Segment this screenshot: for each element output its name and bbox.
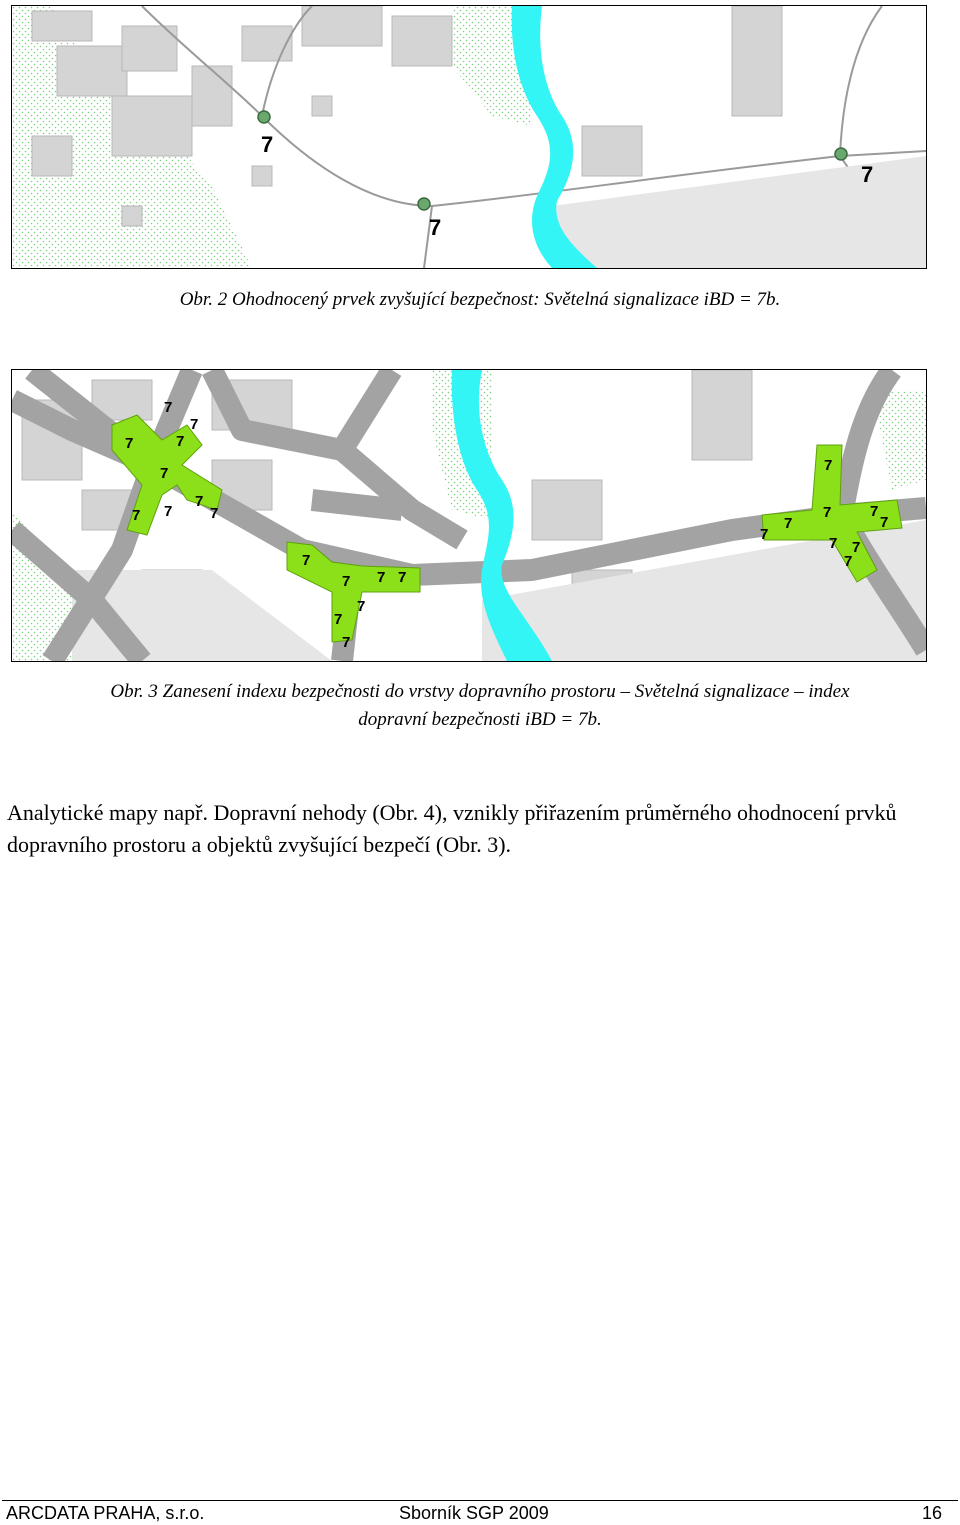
map-figure-safety-index-layer <box>11 369 927 662</box>
segment-value-label: 7 <box>132 507 141 524</box>
segment-value-label: 7 <box>334 611 343 628</box>
caption-line: dopravní bezpečnosti iBD = 7b. <box>358 709 602 730</box>
segment-value-label: 7 <box>342 634 351 651</box>
segment-value-label: 7 <box>760 526 769 543</box>
body-paragraph: Analytické mapy např. Dopravní nehody (Obr. 4), vznikly přiřazením průměrného ohodnocení prvků dopravního prostoru a objektů zvyšující bezpečí (Obr. 3). <box>7 800 897 857</box>
map-figure-traffic-signals <box>11 5 927 269</box>
traffic-signal-icon <box>418 198 430 210</box>
segment-value-label: 7 <box>164 399 173 416</box>
segment-value-label: 7 <box>377 569 386 586</box>
segment-value-label: 7 <box>125 435 134 452</box>
segment-value-label: 7 <box>880 514 889 531</box>
segment-value-label: 7 <box>357 598 366 615</box>
figure-caption <box>0 678 960 734</box>
segment-value-label: 7 <box>398 569 407 586</box>
footer-publication: Sborník SGP 2009 <box>399 1503 549 1523</box>
figure-caption: Obr. 2 Ohodnocený prvek zvyšující bezpečnost: Světelná signalizace iBD = 7b. <box>179 289 781 310</box>
segment-value-label: 7 <box>302 552 311 569</box>
segment-value-label: 7 <box>160 465 169 482</box>
page-number: 16 <box>921 1503 942 1523</box>
segment-value-label: 7 <box>190 416 199 433</box>
segment-value-label: 7 <box>342 573 351 590</box>
segment-value-label: 7 <box>176 433 185 450</box>
footer-company: ARCDATA PRAHA, s.r.o. <box>6 1503 205 1523</box>
segment-value-label: 7 <box>164 503 173 520</box>
segment-value-label: 7 <box>823 504 832 521</box>
segment-value-label: 7 <box>195 493 204 510</box>
signal-value-label: 7 <box>429 215 442 240</box>
traffic-signal-icon <box>835 148 847 160</box>
caption-line: Obr. 3 Zanesení indexu bezpečnosti do vrstvy dopravního prostoru – Světelná signalizace – index <box>110 681 850 702</box>
segment-value-label: 7 <box>824 457 833 474</box>
traffic-signal-icon <box>258 111 270 123</box>
signal-value-label: 7 <box>861 162 874 187</box>
signal-value-label: 7 <box>261 132 274 157</box>
segment-value-label: 7 <box>210 505 219 522</box>
segment-value-label: 7 <box>829 535 838 552</box>
segment-value-label: 7 <box>844 553 853 570</box>
segment-value-label: 7 <box>852 539 861 556</box>
segment-value-label: 7 <box>784 515 793 532</box>
segment-value-label: 7 <box>870 503 879 520</box>
